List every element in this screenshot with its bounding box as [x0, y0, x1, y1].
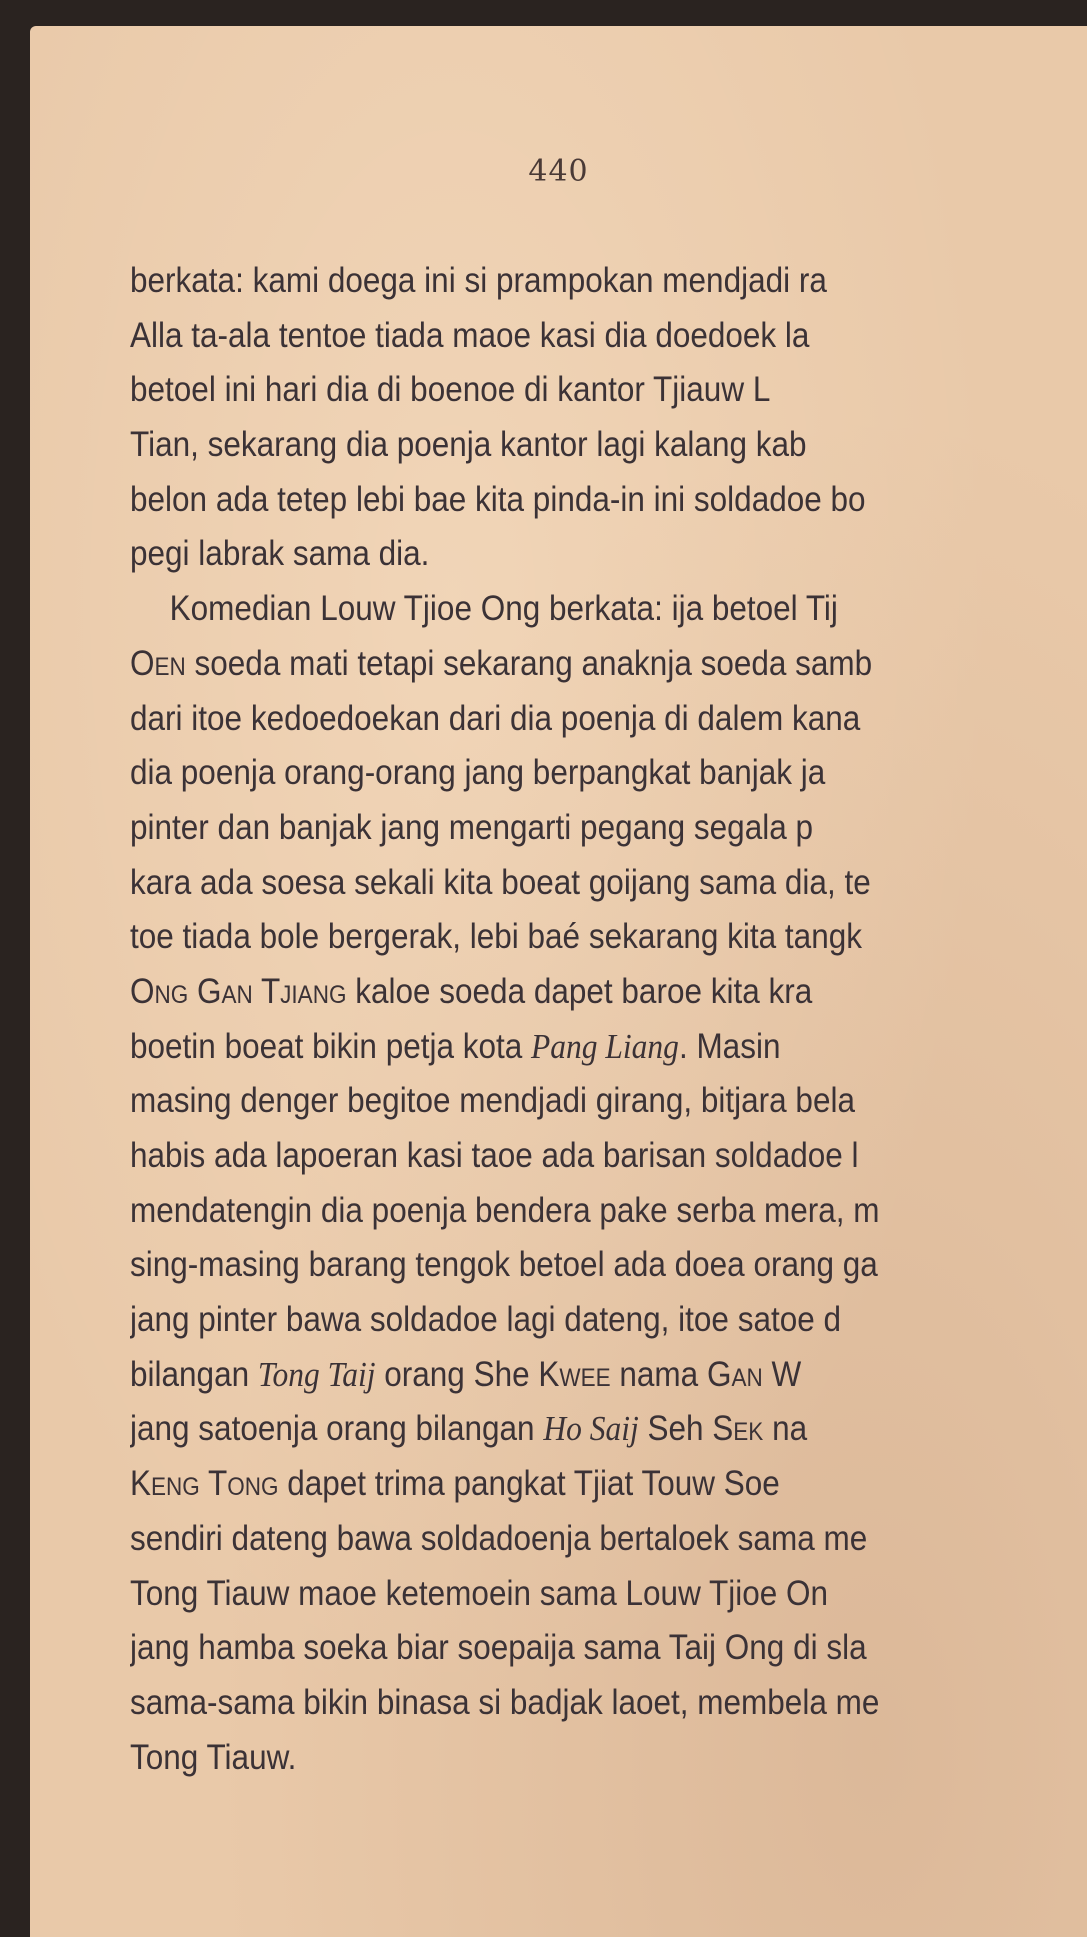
text-segment: toe tiada bole bergerak, lebi baé sekarang kita tangk — [130, 917, 862, 957]
text-line — [130, 527, 1087, 582]
text-line — [130, 1184, 1087, 1239]
italic-text: Tong Taij — [257, 1354, 376, 1394]
text-segment: dia poenja orang-orang jang berpangkat banjak ja — [130, 753, 826, 793]
small-caps-name: Ong Gan Tjiang — [130, 971, 347, 1011]
text-segment: masing denger begitoe mendjadi girang, bitjara bela — [130, 1081, 855, 1121]
text-segment: jang hamba soeka biar soepaija sama Taij Ong di sla — [130, 1628, 867, 1668]
text-line — [130, 856, 1087, 911]
text-line — [130, 1129, 1087, 1184]
text-segment: boetin boeat bikin petja kota — [130, 1026, 532, 1066]
text-line — [130, 1567, 1087, 1622]
text-segment: nama — [610, 1354, 707, 1394]
text-line — [130, 1348, 1087, 1403]
text-line — [130, 473, 1087, 528]
text-line — [130, 1457, 1087, 1512]
body-text — [130, 254, 1012, 1785]
text-segment: pinter dan banjak jang mengarti pegang segala p — [130, 807, 814, 847]
text-segment: betoel ini hari dia di boenoe di kantor Tjiauw L — [130, 370, 771, 410]
text-segment: Seh — [638, 1409, 713, 1449]
text-line — [130, 637, 1087, 692]
text-segment: kara ada soesa sekali kita boeat goijang sama dia, te — [130, 862, 871, 902]
page-number: 440 — [528, 154, 589, 189]
text-line — [130, 582, 1087, 637]
italic-text: Pang Liang — [531, 1026, 679, 1066]
small-caps-name: Keng Tong — [130, 1464, 279, 1504]
text-segment: jang pinter bawa soldadoe lagi dateng, itoe satoe d — [130, 1300, 842, 1340]
text-segment: habis ada lapoeran kasi taoe ada barisan soldadoe l — [130, 1136, 859, 1175]
text-line — [130, 1293, 1087, 1348]
text-segment: kaloe soeda dapet baroe kita kra — [346, 971, 813, 1011]
text-segment: Komedian Louw Tjioe Ong berkata: ija betoel Tij — [169, 589, 838, 629]
text-segment: soeda mati tetapi sekarang anaknja soeda samb — [185, 643, 873, 683]
small-caps-name: Kwee — [538, 1354, 611, 1394]
text-segment: pegi labrak sama dia. — [130, 534, 430, 574]
text-line — [130, 746, 1087, 801]
text-line — [130, 1238, 1087, 1293]
text-segment: sendiri dateng bawa soldadoenja bertaloek sama me — [130, 1518, 868, 1558]
text-line — [130, 1731, 1087, 1786]
text-segment: mendatengin dia poenja bendera pake serba mera, m — [130, 1190, 880, 1230]
text-segment: Alla ta-ala tentoe tiada maoe kasi dia doedoek la — [130, 315, 810, 355]
text-line — [130, 801, 1087, 856]
small-caps-name: Oen — [130, 643, 186, 683]
text-line — [130, 1621, 1087, 1676]
text-line — [130, 309, 1087, 364]
small-caps-name: Gan — [706, 1354, 763, 1394]
text-line — [130, 1020, 1087, 1075]
text-line — [130, 363, 1087, 418]
text-line — [130, 1402, 1087, 1457]
text-segment: orang She — [375, 1354, 539, 1394]
book-page — [30, 26, 1087, 1937]
text-segment: na — [763, 1409, 808, 1449]
text-segment: sama-sama bikin binasa si badjak laoet, membela me — [130, 1682, 880, 1722]
text-segment: sing-masing barang tengok betoel ada doea orang ga — [130, 1245, 878, 1285]
text-line — [130, 965, 1087, 1020]
text-line — [130, 692, 1087, 747]
text-line — [130, 1074, 1087, 1129]
text-line — [130, 1676, 1087, 1731]
text-segment: . Masin — [678, 1026, 781, 1066]
text-segment: dari itoe kedoedoekan dari dia poenja di dalem kana — [130, 698, 861, 738]
small-caps-name: Sek — [712, 1409, 764, 1449]
text-segment: W — [762, 1354, 802, 1394]
italic-text: Ho Saij — [543, 1409, 639, 1449]
text-line — [130, 254, 1087, 309]
text-segment: Tian, sekarang dia poenja kantor lagi kalang kab — [130, 425, 807, 465]
text-segment: Tong Tiauw. — [130, 1737, 297, 1777]
text-segment: Tong Tiauw maoe ketemoein sama Louw Tjioe On — [130, 1573, 829, 1613]
text-segment: jang satoenja orang bilangan — [130, 1409, 544, 1449]
text-segment: belon ada tetep lebi bae kita pinda-in ini soldadoe bo — [130, 479, 866, 519]
text-line — [130, 910, 1087, 965]
text-segment: berkata: kami doega ini si prampokan mendjadi ra — [130, 261, 827, 300]
text-line — [130, 1512, 1087, 1567]
text-segment: bilangan — [130, 1354, 258, 1394]
text-line — [130, 418, 1087, 473]
text-segment: dapet trima pangkat Tjiat Touw Soe — [278, 1464, 780, 1504]
